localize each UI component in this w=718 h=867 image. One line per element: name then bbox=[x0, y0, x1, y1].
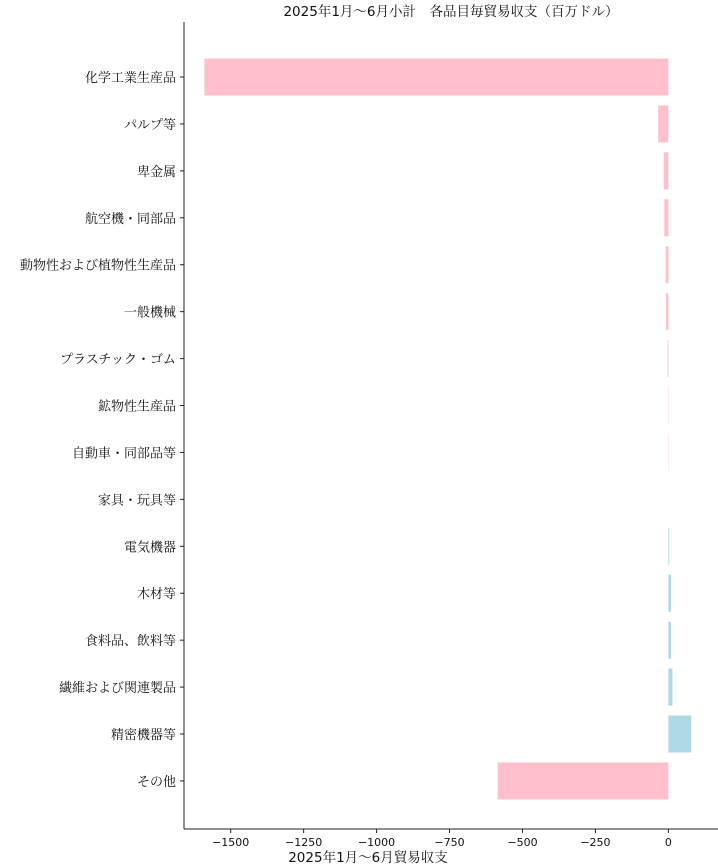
category-label: 電気機器 bbox=[123, 540, 176, 556]
bar bbox=[668, 340, 669, 377]
category-label: 動物性および植物性生産品 bbox=[19, 258, 176, 274]
bars-group bbox=[204, 59, 691, 800]
x-tick-label: 0 bbox=[664, 836, 672, 849]
x-axis-ticks bbox=[212, 829, 672, 849]
x-tick-label: −1250 bbox=[285, 836, 323, 849]
category-label: 自動車・同部品等 bbox=[71, 446, 176, 462]
bar bbox=[204, 59, 668, 96]
bar bbox=[666, 293, 668, 330]
bar bbox=[666, 246, 669, 283]
category-label: 鉱物性生産品 bbox=[97, 399, 176, 415]
chart-title: 2025年1月～6月小計 各品目毎貿易収支（百万ドル） bbox=[283, 4, 619, 20]
category-label: 繊維および関連製品 bbox=[58, 681, 176, 697]
category-label: 食料品、飲料等 bbox=[84, 634, 176, 650]
category-label: 化学工業生産品 bbox=[84, 71, 176, 86]
bar bbox=[664, 199, 668, 236]
category-label: その他 bbox=[136, 774, 176, 790]
category-label: 卑金属 bbox=[136, 164, 176, 180]
x-tick-label: −750 bbox=[434, 836, 465, 849]
x-tick-label: −500 bbox=[507, 836, 538, 849]
bar bbox=[668, 716, 691, 753]
bar bbox=[658, 105, 668, 142]
category-labels bbox=[20, 70, 184, 790]
x-tick-label: −1500 bbox=[212, 836, 250, 849]
category-label: 一般機械 bbox=[123, 305, 176, 321]
bar bbox=[498, 762, 669, 799]
category-label: 家具・玩具等 bbox=[97, 493, 176, 509]
category-label: 木材等 bbox=[136, 587, 176, 603]
x-tick-label: −1000 bbox=[357, 836, 396, 849]
bar bbox=[664, 152, 669, 189]
x-tick-label: −250 bbox=[580, 836, 611, 849]
category-label: パルプ等 bbox=[123, 117, 176, 133]
x-axis-label: 2025年1月～6月貿易収支 bbox=[288, 850, 448, 866]
bar bbox=[668, 622, 671, 659]
bar bbox=[668, 528, 669, 565]
category-label: 精密機器等 bbox=[110, 728, 176, 744]
bar bbox=[668, 669, 672, 706]
bar bbox=[668, 575, 671, 612]
category-label: 航空機・同部品 bbox=[84, 211, 176, 227]
category-label: プラスチック・ゴム bbox=[60, 352, 176, 368]
